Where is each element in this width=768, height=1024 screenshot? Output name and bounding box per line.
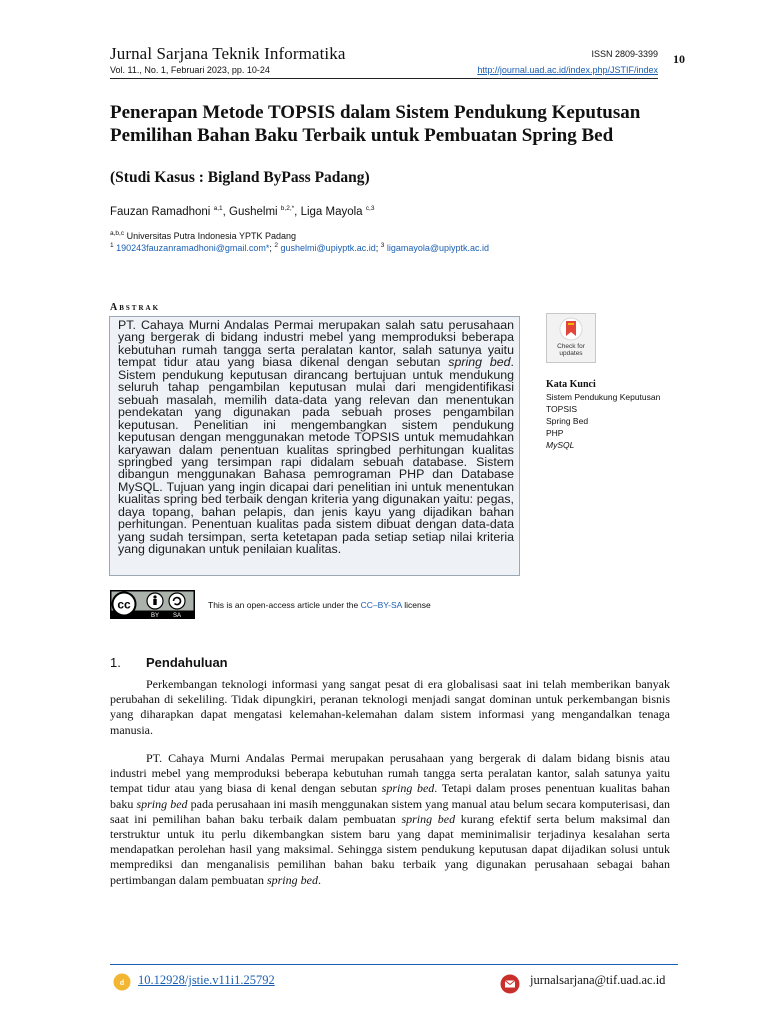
body-paragraph: [110, 751, 670, 888]
cc-by-sa-badge-icon[interactable]: [110, 590, 195, 619]
email-separator: ;: [269, 243, 275, 253]
email-superscript: 3: [380, 242, 385, 249]
email-link[interactable]: 190243fauzanramadhoni@gmail.com*: [116, 243, 270, 253]
abstract-text: [118, 319, 514, 556]
email-separator: ;: [375, 243, 381, 253]
cc-badge-by-label: BY: [150, 613, 160, 619]
license-text: [208, 600, 431, 610]
doi-icon: [113, 973, 131, 991]
author-superscript: c,3: [365, 205, 375, 213]
page-number: 10: [673, 52, 685, 66]
svg-text:d: d: [119, 980, 125, 987]
abstract-heading: Abstrak: [110, 302, 161, 313]
article-title: Penerapan Metode TOPSIS dalam Sistem Pendukung Keputusan Pemilihan Bahan Baku Terbaik untuk Pembuatan Spring Bed: [110, 102, 641, 146]
journal-name: Jurnal Sarjana Teknik Informatika: [110, 44, 346, 63]
section-number: 1.: [110, 655, 121, 670]
email-link[interactable]: ligamayola@upiyptk.ac.id: [386, 243, 490, 253]
paragraph-text-part: .: [317, 872, 321, 887]
italic-term: spring bed: [401, 811, 456, 826]
abstract-box: [109, 316, 520, 576]
email-link[interactable]: gushelmi@upiyptk.ac.id: [280, 243, 376, 253]
keyword-item: Spring Bed: [546, 416, 589, 426]
keyword-item: TOPSIS: [546, 404, 578, 414]
author-superscript: b,2,*: [280, 205, 295, 213]
abstract-text-part: PT. Cahaya Murni Andalas Permai merupakan salah satu perusahaan yang bergerak di bidang industri mebel yang memproduksi beberapa kebutuhan rumah tangga serta peralatan kantor, salah satunya yaitu tempat tidur atau yang biasa dikenal dengan sebutan: [118, 318, 514, 370]
author-name: Fauzan Ramadhoni: [110, 206, 211, 218]
keyword-item: Sistem Pendukung Keputusan: [546, 392, 661, 402]
keywords-heading: Kata Kunci: [546, 379, 596, 390]
author-emails: [110, 243, 489, 253]
cc-badge-label: cc: [117, 597, 131, 612]
author-name: Gushelmi: [229, 206, 278, 218]
license-text-part: license: [401, 600, 431, 610]
license-text-part: This is an open-access article under the: [208, 600, 361, 610]
keyword-item: MySQL: [546, 440, 575, 450]
affiliation-superscript: a,b,c: [110, 230, 125, 237]
footer-email[interactable]: jurnalsarjana@tif.uad.ac.id: [530, 973, 666, 987]
email-superscript: 2: [274, 242, 279, 249]
bookmark-icon: [547, 314, 595, 344]
check-for-updates-label: Check for updates: [557, 343, 585, 357]
paragraph-text-part: PT. Cahaya Murni Andalas Permai merupakan perusahaan yang bergerak di dalam bidang bisnis atau industri mebel yang memproduksi beberapa kebutuhan rumah tangga serta peralatan kantor, salah satunya yaitu tempat tidur atau yang biasa di kenal dengan sebutan: [110, 751, 670, 796]
journal-volume: Vol. 11., No. 1, Februari 2023, pp. 10-24: [110, 65, 270, 75]
paragraph-text-part: pada perusahaan ini masih menggunakan sistem yang manual atau belum secara komputerisasi, dan saat ini pemilihan bahan baku terbaik dalam pembuatan: [110, 796, 671, 826]
abstract-text-part: . Sistem pendukung keputusan dirancang bertujuan untuk mendukung seluruh tahap pengambilan keputusan mulai dari mengidentifikasi sebuah masalah, memilih data-data yang relevan dan menentukan pendekatan yang digunakan pada sebuah proses pengambilan keputusan. Penelitian ini mengembangkan sistem pendukung keputusan dengan menggunakan metode TOPSIS untuk memudahkan karyawan dalam penentuan kualitas springbed perhitungan kualitas springbed yang tersimpan rapi didalam sebuah database. Sistem dibangun menggunakan Bahasa pemrograman PHP dan Database MySQL. Tujuan yang ingin dicapai dari penelitian ini untuk menentukan kualitas spring bed terbaik dengan kriteria yang digunakan yaitu: pegas, daya topang, bahan pelapis, dan jenis kayu yang dijadikan bahan perhitungan. Penentuan kualitas pada sistem dibuat dengan data-data yang sudah tersimpan, serta ketetapan pada setiap setiap nilai kriteria yang digunakan untuk penilaian kualitas.: [118, 355, 514, 557]
section-title: Pendahuluan: [146, 655, 228, 670]
mail-icon: [500, 974, 520, 994]
author-list: Fauzan Ramadhoni $^{a,1}$, Gushelmi $^{b,2,*}$, Liga Mayola $^{c,3}$: [110, 205, 375, 218]
paragraph-text-part: . Tetapi dalam proses penentuan kualitas bahan baku: [110, 781, 670, 811]
italic-term: spring bed: [136, 796, 188, 811]
header-rule: [110, 78, 658, 79]
abstract-italic-term: spring bed: [448, 355, 511, 370]
affiliation-text: Universitas Putra Indonesia YPTK Padang: [126, 231, 297, 241]
author-superscript: a,1: [213, 205, 223, 213]
license-link[interactable]: CC–BY-SA: [360, 600, 402, 610]
affiliation: [110, 231, 296, 241]
author-name: Liga Mayola: [300, 206, 363, 218]
keyword-item: PHP: [546, 428, 564, 438]
issn: ISSN 2809-3399: [591, 49, 658, 59]
email-superscript: 1: [110, 242, 114, 249]
journal-url-link[interactable]: http://journal.uad.ac.id/index.php/JSTIF/index: [477, 65, 658, 75]
footer-rule: [110, 964, 678, 965]
doi-link[interactable]: 10.12928/jstie.v11i1.25792: [138, 973, 275, 987]
article-subtitle: (Studi Kasus : Bigland ByPass Padang): [110, 169, 370, 186]
body-paragraph: Perkembangan teknologi informasi yang sangat pesat di era globalisasi saat ini telah memberikan banyak perubahan di sekeliling. Tidak dipungkiri, peranan teknologi menjadi sangat dominan untuk perkembangan bisnis yang diharapkan dapat mengatasi kelemahan-kelemahan dalam sistem informasi yang mengandalkan tenaga manusia.: [110, 677, 670, 737]
paragraph-text-part: kurang efektif serta belum maksimal dan terstruktur untuk itu perlu dikembangkan sistem baru yang dapat meminimalisir terjadinya kesalahan serta mendapatkan perolehan hasil yang maksimal. Sehingga sistem pendukung keputusan dapat dijadikan solusi untuk memprediksi dan menganalisis pemilihan bahan baku terbaik yang digunakan perusahaan sebagai bahan pertimbangan dalam pembuatan: [110, 811, 671, 887]
italic-term: spring bed: [266, 872, 318, 887]
italic-term: spring bed: [381, 781, 435, 796]
cc-badge-sa-label: SA: [172, 613, 182, 619]
check-for-updates-badge[interactable]: [546, 313, 596, 363]
